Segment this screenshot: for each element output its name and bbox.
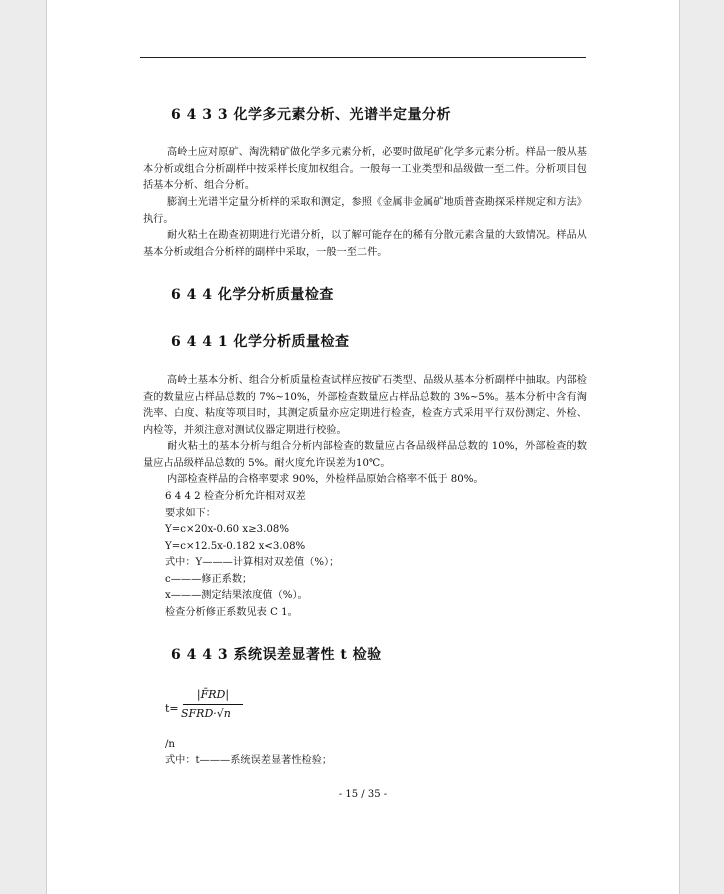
heading-6441: 6 4 4 1 化学分析质量检查 (171, 334, 350, 350)
heading-6443: 6 4 4 3 系统误差显著性 t 检验 (171, 647, 382, 663)
heading-644: 6 4 4 化学分析质量检查 (171, 287, 334, 303)
paragraph-fireclay-quality-check: 耐火粘土的基本分析与组合分析内部检查的数量应占各品级样品总数的 10%，外部检查的数量应占品级样品总数的 5%。耐火度允许误差为10℃。 (143, 441, 587, 469)
paragraph-fireclay-spectral: 耐火粘土在勘查初期进行光谱分析，以了解可能存在的稀有分散元素含量的大致情况。样品从基本分析或组合分析样的副样中采取，一般一至二件。 (143, 230, 587, 258)
requirement-line: 要求如下： (165, 508, 216, 519)
paragraph-pass-rate: 内部检查样品的合格率要求 90%，外检样品原始合格率不低于 80%。 (167, 474, 484, 485)
formula-line-2: Y=c×12.5x-0.182 x<3.08% (165, 541, 306, 552)
page-number: - 15 / 35 - (338, 789, 388, 800)
definition-x: x———测定结果浓度值（%）。 (165, 590, 308, 601)
definition-y: 式中：Y———计算相对双差值（%）； (165, 557, 340, 568)
formula-line-1: Y=c×20x-0.60 x≥3.08% (165, 524, 290, 535)
header-rule (140, 57, 586, 58)
sqrt-n-note: /n (165, 739, 175, 750)
formula-numerator: |F̄RD| (196, 688, 230, 701)
definition-t: 式中：t———系统误差显著性检验； (165, 755, 333, 766)
definition-c: c———修正系数； (165, 574, 253, 585)
fraction-bar (183, 704, 243, 705)
heading-6433: 6 4 3 3 化学多元素分析、光谱半定量分析 (171, 107, 451, 123)
formula-lhs: t= (165, 702, 179, 715)
subheading-6442: 6 4 4 2 检查分析允许相对双差 (165, 491, 306, 502)
formula-denominator: SFRD·√n (181, 707, 231, 720)
paragraph-kaolin-multielement: 高岭土应对原矿、淘洗精矿做化学多元素分析，必要时做尾矿化学多元素分析。样品一般从基本分析或组合分析副样中按采样长度加权组合。一般每一工业类型和品级做一至二件。分析项目包括基本分析、组合分析。 (143, 147, 587, 192)
paragraph-kaolin-quality-check: 高岭土基本分析、组合分析质量检查试样应按矿石类型、品级从基本分析副样中抽取。内部检查的数量应占样品总数的 7%~10%，外部检查数量应占样品总数的 3%~5%。基本分析中含有淘洗率、白度、粘度等项目时，其测定质量亦应定期进行检查，检查方式采用平行双份测定、外检、内检等，并须注意对测试仪器定期进行校验。 (143, 375, 587, 436)
table-reference: 检查分析修正系数见表 C 1。 (165, 607, 298, 618)
document-page (46, 0, 680, 894)
paragraph-bentonite-spectral: 膨润土光谱半定量分析样的采取和测定，参照《金属非金属矿地质普查勘探采样规定和方法》执行。 (143, 197, 587, 225)
